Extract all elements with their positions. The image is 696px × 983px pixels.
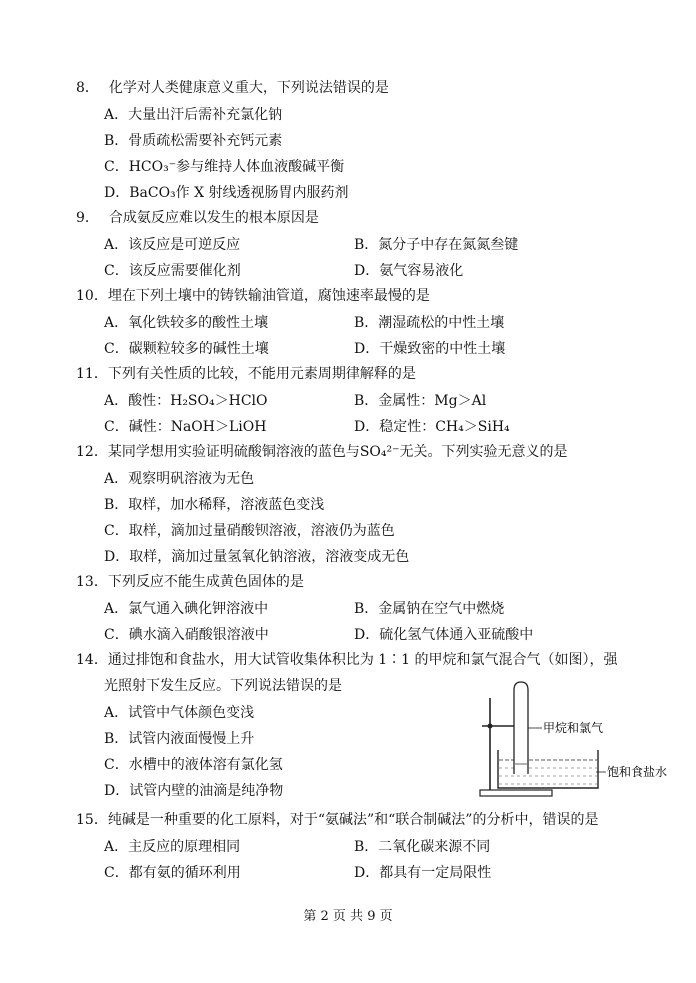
q13	[76, 572, 304, 592]
q11-option-b: B．金属性：Mg＞Al	[354, 393, 487, 409]
q8-stem: 化学对人类健康意义重大，下列说法错误的是	[108, 80, 389, 96]
q11-option-a: A．酸性：H₂SO₄＞HClO	[104, 393, 268, 409]
q10-option-c: C．碳颗粒较多的碱性土壤	[104, 341, 269, 357]
q12-number: 12．	[76, 444, 108, 460]
q9-option-d: D．氨气容易液化	[354, 263, 464, 279]
q13-option-c: C．碘水滴入硝酸银溶液中	[104, 627, 269, 643]
q10-stem: 埋在下列土壤中的铸铁输油管道，腐蚀速率最慢的是	[107, 288, 430, 304]
q10-number: 10．	[76, 288, 108, 304]
q15-option-d: D．都具有一定局限性	[354, 865, 492, 881]
q13-option-b: B．金属钠在空气中燃烧	[354, 601, 505, 617]
q9-option-c: C．该反应需要催化剂	[104, 263, 241, 279]
q11-option-c: C．碱性：NaOH＞LiOH	[104, 419, 267, 435]
q13-number: 13．	[76, 574, 108, 590]
q12-option-b: B．取样，加水稀释，溶液蓝色变浅	[104, 497, 325, 513]
q14-option-d: D．试管内壁的油滴是纯净物	[104, 783, 284, 799]
q14-option-a: A．试管中气体颜色变浅	[104, 705, 255, 721]
q11-number: 11．	[76, 366, 108, 382]
q14-option-c: C．水槽中的液体溶有氯化氢	[104, 757, 283, 773]
q9	[76, 208, 319, 228]
q14-number: 14．	[76, 652, 108, 668]
q15-option-b: B．二氧化碳来源不同	[354, 839, 491, 855]
q12-option-d: D．取样，滴加过量氢氧化钠溶液，溶液变成无色	[104, 549, 410, 565]
page-footer: 第 2 页 共 9 页	[303, 909, 393, 924]
q11-option-d: D．稳定性：CH₄＞SiH₄	[354, 419, 510, 435]
q10-option-b: B．潮湿疏松的中性土壤	[354, 315, 505, 331]
apparatus-figure	[468, 678, 668, 803]
stand-base	[480, 790, 552, 796]
q13-option-a: A．氯气通入碘化钾溶液中	[104, 601, 269, 617]
q10	[76, 286, 430, 306]
q9-number: 9．	[76, 210, 99, 226]
q11-stem: 下列有关性质的比较，不能用元素周期律解释的是	[107, 366, 416, 382]
q14	[76, 650, 618, 670]
q15-option-c: C．都有氨的循环利用	[104, 865, 241, 881]
q12	[76, 442, 568, 462]
q8-option-c: C．HCO₃⁻参与维持人体血液酸碱平衡	[104, 159, 345, 175]
q9-stem: 合成氨反应难以发生的根本原因是	[108, 210, 319, 226]
q8-option-d: D．BaCO₃作 X 射线透视肠胃内服药剂	[104, 185, 349, 201]
q9-option-a: A．该反应是可逆反应	[104, 237, 241, 253]
test-tube	[514, 682, 528, 774]
q11	[76, 364, 416, 384]
q13-option-d: D．硫化氢气体通入亚硫酸中	[354, 627, 534, 643]
water-trough	[498, 750, 598, 788]
q12-option-c: C．取样，滴加过量硝酸钡溶液，溶液仍为蓝色	[104, 523, 395, 539]
q12-option-a: A．观察明矾溶液为无色	[104, 471, 255, 487]
q8	[76, 78, 389, 98]
q12-stem: 某同学想用实验证明硫酸铜溶液的蓝色与SO₄²⁻无关。下列实验无意义的是	[107, 444, 568, 460]
q14-stem: 通过排饱和食盐水，用大试管收集体积比为 1∶1 的甲烷和氯气混合气（如图），强	[107, 652, 618, 668]
q8-number: 8．	[76, 80, 99, 96]
q9-option-b: B．氮分子中存在氮氮叁键	[354, 237, 519, 253]
q14-stem-line2: 光照射下发生反应。下列说法错误的是	[104, 678, 342, 694]
q10-option-a: A．氧化铁较多的酸性土壤	[104, 315, 269, 331]
q8-option-a: A．大量出汗后需补充氯化钠	[104, 107, 283, 123]
liquid-label: 饱和食盐水	[607, 765, 668, 779]
q15-number: 15．	[76, 812, 108, 828]
q14-option-b: B．试管内液面慢慢上升	[104, 731, 255, 747]
q15	[76, 810, 598, 830]
q15-option-a: A．主反应的原理相同	[104, 839, 241, 855]
q8-option-b: B．骨质疏松需要补充钙元素	[104, 133, 283, 149]
clamp-knob	[488, 724, 493, 729]
q13-stem: 下列反应不能生成黄色固体的是	[107, 574, 304, 590]
gas-label: 甲烷和氯气	[543, 721, 604, 735]
q15-stem: 纯碱是一种重要的化工原料，对于“氨碱法”和“联合制碱法”的分析中，错误的是	[107, 812, 599, 828]
q10-option-d: D．干燥致密的中性土壤	[354, 341, 506, 357]
